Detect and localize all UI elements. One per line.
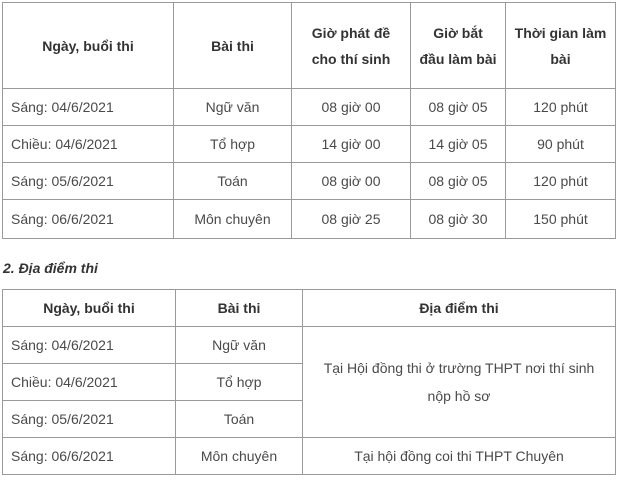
cell-start-time: 08 giờ 30 [411,200,506,239]
cell-date-session: Sáng: 04/6/2021 [3,327,176,364]
header-location: Địa điểm thi [303,290,616,327]
cell-subject: Tổ hợp [174,126,292,163]
cell-date-session: Chiều: 04/6/2021 [3,126,174,163]
section-heading-exam-location: 2. Địa điểm thi [3,260,98,276]
table-row [3,327,616,364]
table-row [3,438,616,475]
cell-distribution-time: 08 giờ 00 [292,89,411,126]
table-row [3,126,616,163]
table-row [3,200,616,239]
cell-subject: Ngữ văn [174,89,292,126]
cell-start-time: 08 giờ 05 [411,163,506,200]
cell-date-session: Sáng: 05/6/2021 [3,401,176,438]
cell-subject: Toán [176,401,303,438]
header-date-session: Ngày, buổi thi [3,3,174,89]
cell-distribution-time: 14 giờ 00 [292,126,411,163]
cell-date-session: Sáng: 06/6/2021 [3,200,174,239]
exam-schedule-table [2,2,616,239]
exam-location-table [2,289,616,475]
table-header-row [3,3,616,89]
cell-distribution-time: 08 giờ 25 [292,200,411,239]
cell-duration: 150 phút [506,200,616,239]
cell-subject: Môn chuyên [174,200,292,239]
header-paper-distribution-time: Giờ phát đề cho thí sinh [292,3,411,89]
cell-location-specialized: Tại hội đồng coi thi THPT Chuyên [303,438,616,475]
cell-duration: 120 phút [506,89,616,126]
table-row [3,163,616,200]
cell-date-session: Sáng: 04/6/2021 [3,89,174,126]
cell-subject: Toán [174,163,292,200]
cell-start-time: 08 giờ 05 [411,89,506,126]
cell-subject: Môn chuyên [176,438,303,475]
cell-location-school: Tại Hội đồng thi ở trường THPT nơi thí sinh nộp hồ sơ [303,327,616,438]
cell-start-time: 14 giờ 05 [411,126,506,163]
cell-duration: 120 phút [506,163,616,200]
cell-subject: Tổ hợp [176,364,303,401]
cell-date-session: Sáng: 06/6/2021 [3,438,176,475]
table-row [3,89,616,126]
cell-distribution-time: 08 giờ 00 [292,163,411,200]
cell-duration: 90 phút [506,126,616,163]
header-date-session: Ngày, buổi thi [3,290,176,327]
header-subject: Bài thi [176,290,303,327]
cell-subject: Ngữ văn [176,327,303,364]
header-duration: Thời gian làm bài [506,3,616,89]
table-header-row [3,290,616,327]
cell-date-session: Chiều: 04/6/2021 [3,364,176,401]
header-start-time: Giờ bắt đầu làm bài [411,3,506,89]
header-subject: Bài thi [174,3,292,89]
cell-date-session: Sáng: 05/6/2021 [3,163,174,200]
